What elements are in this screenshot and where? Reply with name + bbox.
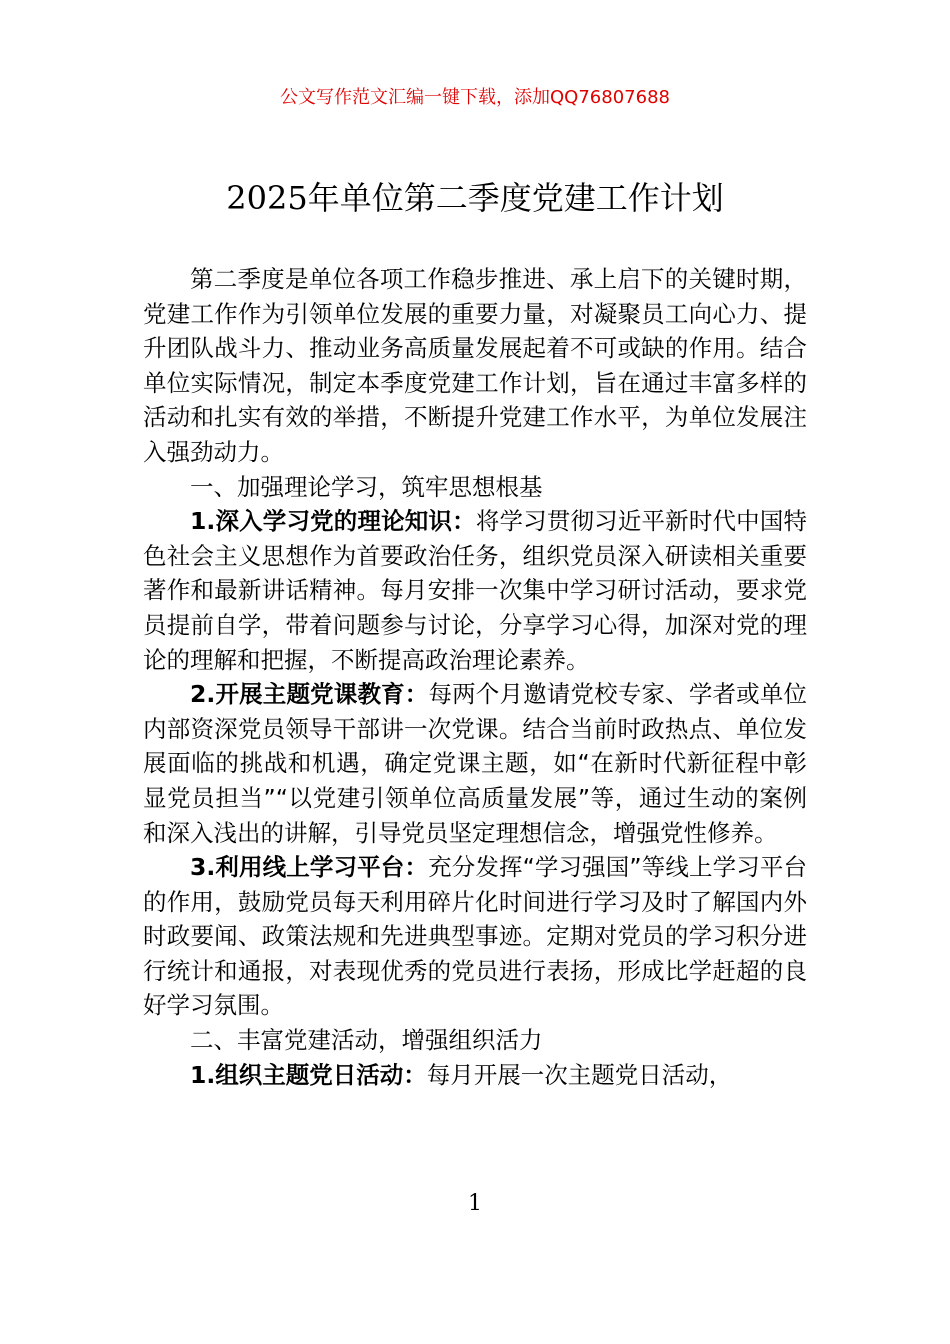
item-text: 充分发挥“学习强国”等线上学习平台的作用，鼓励党员每天利用碎片化时间进行学习及时了解国内外时政要闻、政策法规和先进典型事迹。定期对党员的学习积分进行统计和通报，对表现优秀的党员进行表扬，形成比学赶超的良好学习氛围。 [143, 853, 807, 1020]
document-body [143, 262, 807, 1092]
item-text: 每两个月邀请党校专家、学者或单位内部资深党员领导干部讲一次党课。结合当前时政热点、单位发展面临的挑战和机遇，确定党课主题，如“在新时代新征程中彰显党员担当”“以党建引领单位高质量发展”等，通过生动的案例和深入浅出的讲解，引导党员坚定理想信念，增强党性修养。 [143, 680, 807, 847]
section-1-item-3 [143, 850, 807, 1023]
page-number: 1 [468, 1191, 482, 1216]
section-heading-1: 一、加强理论学习，筑牢思想根基 [190, 472, 543, 501]
document-title: 2025年单位第二季度党建工作计划 [226, 179, 724, 217]
section-heading-2: 二、丰富党建活动，增强组织活力 [190, 1026, 543, 1055]
section-2-item-1 [143, 1058, 807, 1093]
section-1-item-1 [143, 504, 807, 677]
item-text: 每月开展一次主题党日活动， [426, 1060, 733, 1089]
item-lead: 1.深入学习党的理论知识： [190, 507, 476, 536]
intro-paragraph: 第二季度是单位各项工作稳步推进、承上启下的关键时期，党建工作作为引领单位发展的重要力量，对凝聚员工向心力、提升团队战斗力、推动业务高质量发展起着不可或缺的作用。结合单位实际情况，制定本季度党建工作计划，旨在通过丰富多样的活动和扎实有效的举措，不断提升党建工作水平，为单位发展注入强劲动力。 [143, 265, 807, 466]
item-lead: 2.开展主题党课教育： [190, 680, 429, 709]
item-text: 将学习贯彻习近平新时代中国特色社会主义思想作为首要政治任务，组织党员深入研读相关重要著作和最新讲话精神。每月安排一次集中学习研讨活动，要求党员提前自学，带着问题参与讨论，分享学习心得，加深对党的理论的理解和把握，不断提高政治理论素养。 [143, 507, 808, 674]
item-lead: 1.组织主题党日活动： [190, 1060, 427, 1089]
item-lead: 3.利用线上学习平台： [190, 853, 429, 882]
section-1-item-2 [143, 677, 807, 850]
header-note: 公文写作范文汇编一键下载，添加QQ76807688 [280, 87, 670, 108]
